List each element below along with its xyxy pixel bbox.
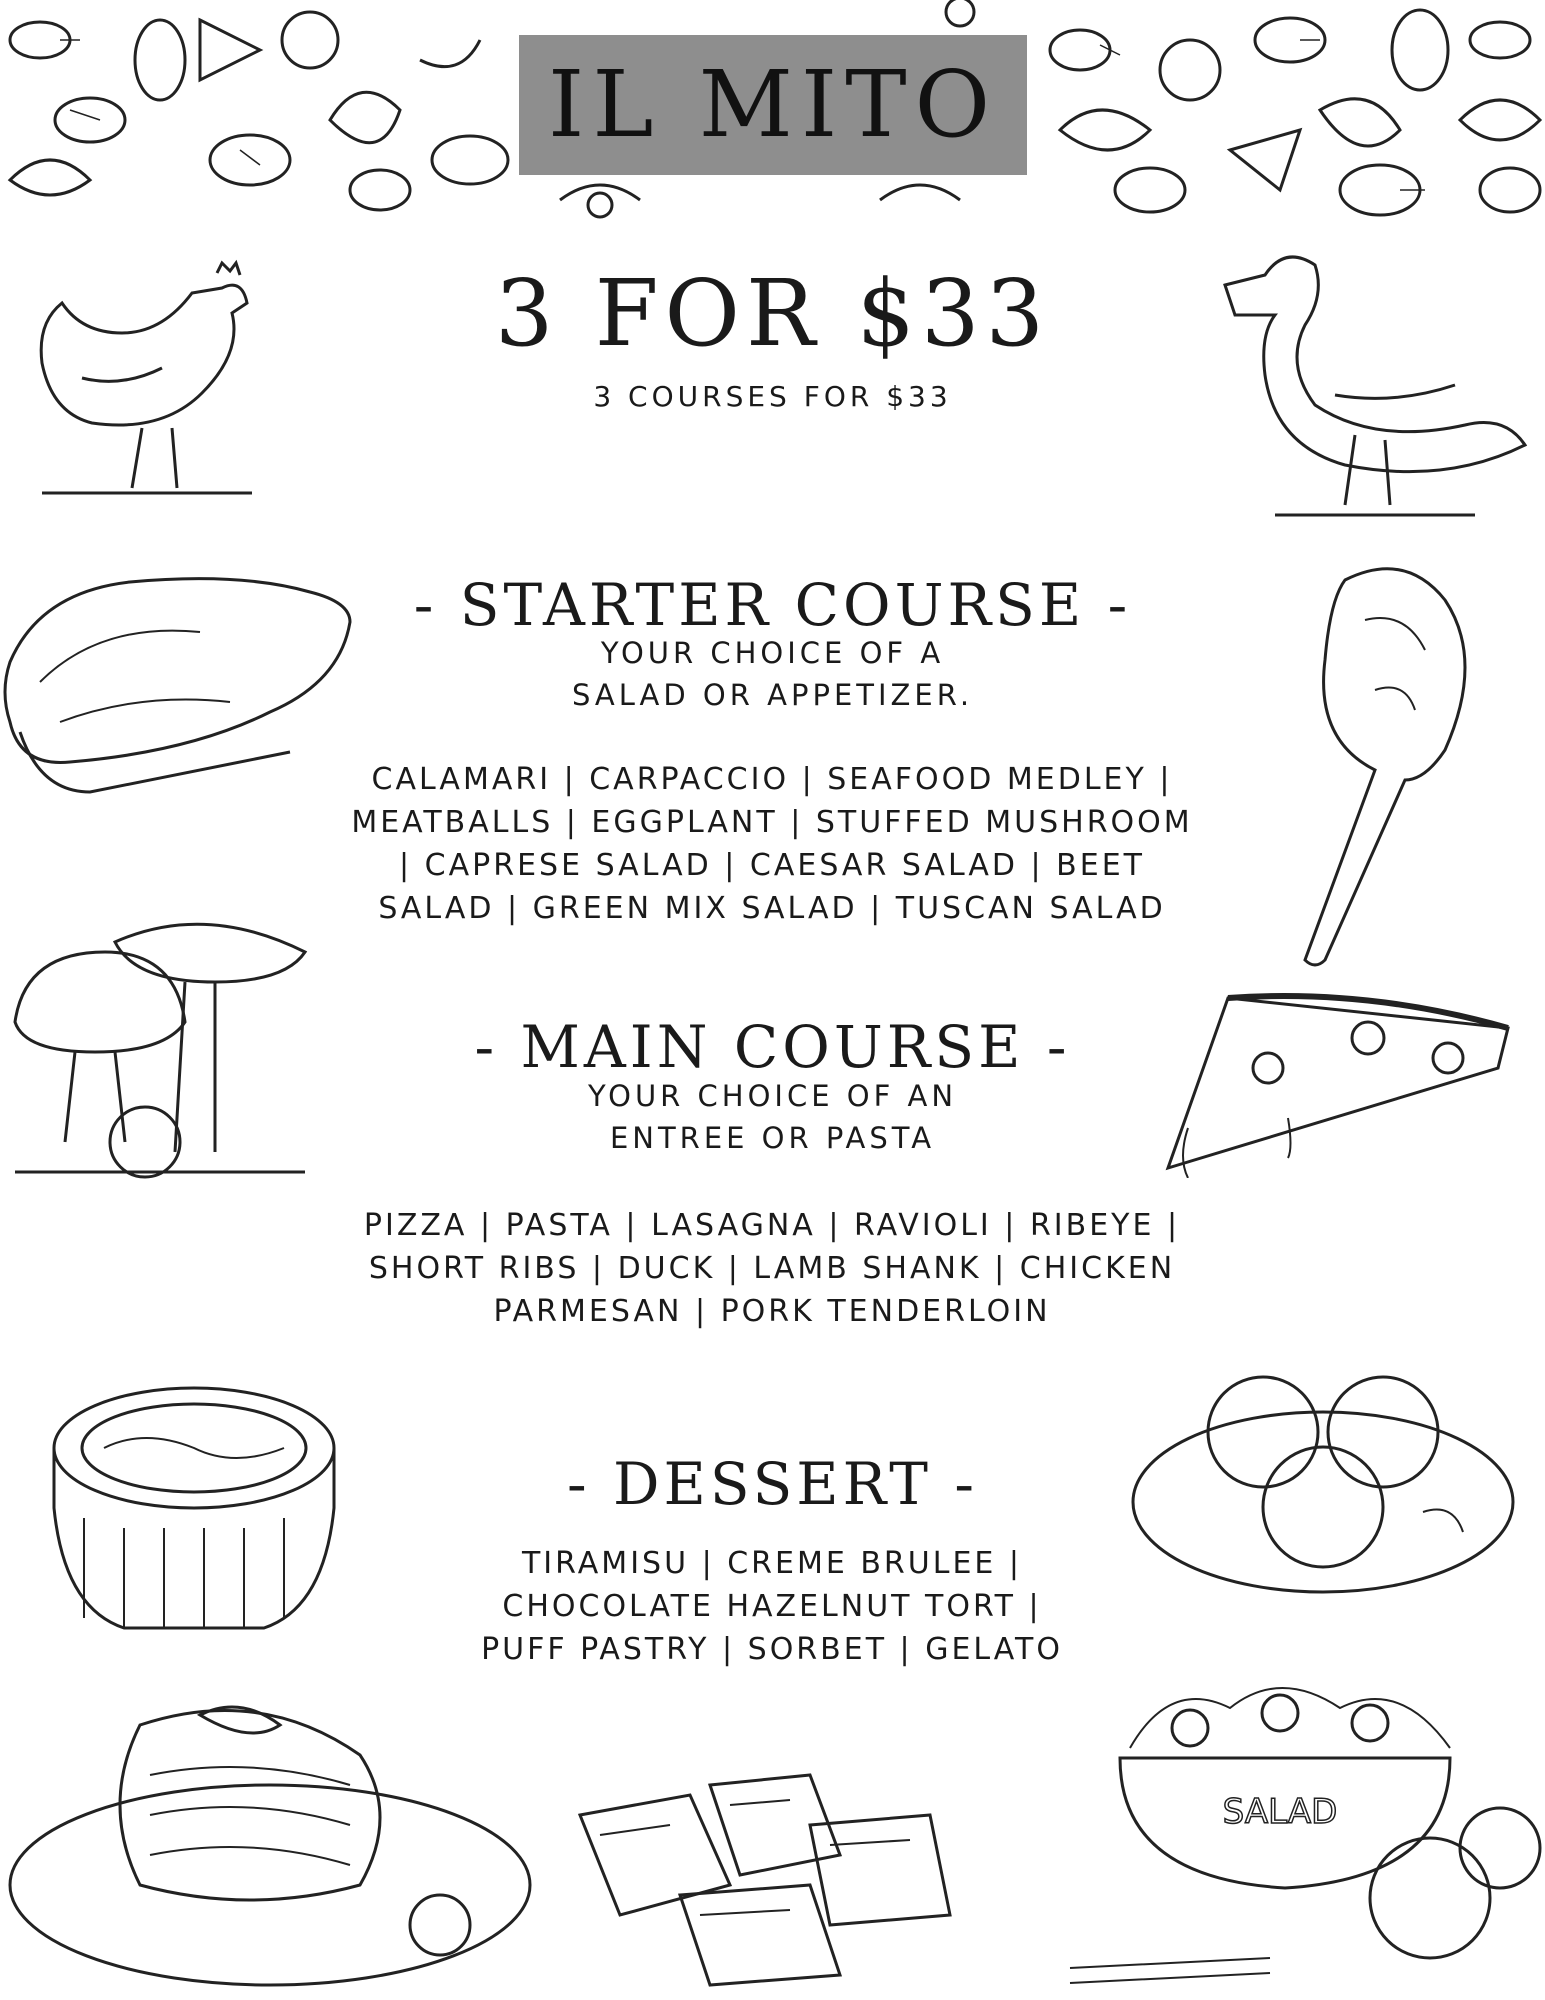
tomahawk-steak-illustration <box>1265 560 1485 970</box>
starter-items <box>272 758 1272 930</box>
main-items-line1: PIZZA | PASTA | LASAGNA | RAVIOLI | RIBEYE | <box>363 1208 1181 1243</box>
mushroom-illustration <box>5 902 310 1192</box>
main-desc-line1: YOUR CHOICE OF AN <box>587 1079 958 1113</box>
starter-heading: - STARTER COURSE - <box>413 571 1132 639</box>
seafood-pattern-banner <box>0 0 1545 222</box>
pizza-slice-illustration <box>1148 978 1520 1178</box>
meatballs-plate-illustration <box>1123 1372 1523 1612</box>
promo-subheadline: 3 COURSES FOR $33 <box>593 380 952 413</box>
main-desc-line2: ENTREE OR PASTA <box>609 1121 936 1155</box>
salad-bowl-illustration <box>1050 1668 1545 2000</box>
chicken-illustration <box>22 258 272 518</box>
main-items <box>272 1204 1272 1333</box>
starter-desc-line2: SALAD OR APPETIZER. <box>571 678 974 712</box>
main-heading: - MAIN COURSE - <box>474 1013 1071 1081</box>
starter-items-line4: SALAD | GREEN MIX SALAD | TUSCAN SALAD <box>378 891 1166 926</box>
promo-headline: 3 FOR $33 <box>494 260 1051 367</box>
spaghetti-plate-illustration <box>0 1685 560 1997</box>
starter-desc-line1: YOUR CHOICE OF A <box>600 636 945 670</box>
dessert-items-line3: PUFF PASTRY | SORBET | GELATO <box>481 1632 1063 1667</box>
dessert-items-line1: TIRAMISU | CREME BRULEE | <box>521 1546 1022 1581</box>
duck-illustration <box>1215 245 1545 535</box>
creme-brulee-illustration <box>44 1378 344 1643</box>
starter-items-line2: MEATBALLS | EGGPLANT | STUFFED MUSHROOM <box>351 805 1193 840</box>
main-items-line2: SHORT RIBS | DUCK | LAMB SHANK | CHICKEN <box>368 1251 1176 1286</box>
dessert-items-line2: CHOCOLATE HAZELNUT TORT | <box>502 1589 1042 1624</box>
restaurant-name-box <box>519 35 1027 175</box>
ravioli-illustration <box>560 1755 990 1995</box>
dessert-items <box>272 1542 1272 1671</box>
starter-items-line3: | CAPRESE SALAD | CAESAR SALAD | BEET <box>399 848 1145 883</box>
steak-illustration <box>0 572 360 812</box>
restaurant-name: IL MITO <box>547 51 998 158</box>
main-items-line3: PARMESAN | PORK TENDERLOIN <box>493 1294 1051 1329</box>
starter-items-line1: CALAMARI | CARPACCIO | SEAFOOD MEDLEY | <box>371 762 1173 797</box>
dessert-heading: - DESSERT - <box>566 1450 979 1518</box>
svg-text:SALAD: SALAD <box>1222 1792 1338 1832</box>
